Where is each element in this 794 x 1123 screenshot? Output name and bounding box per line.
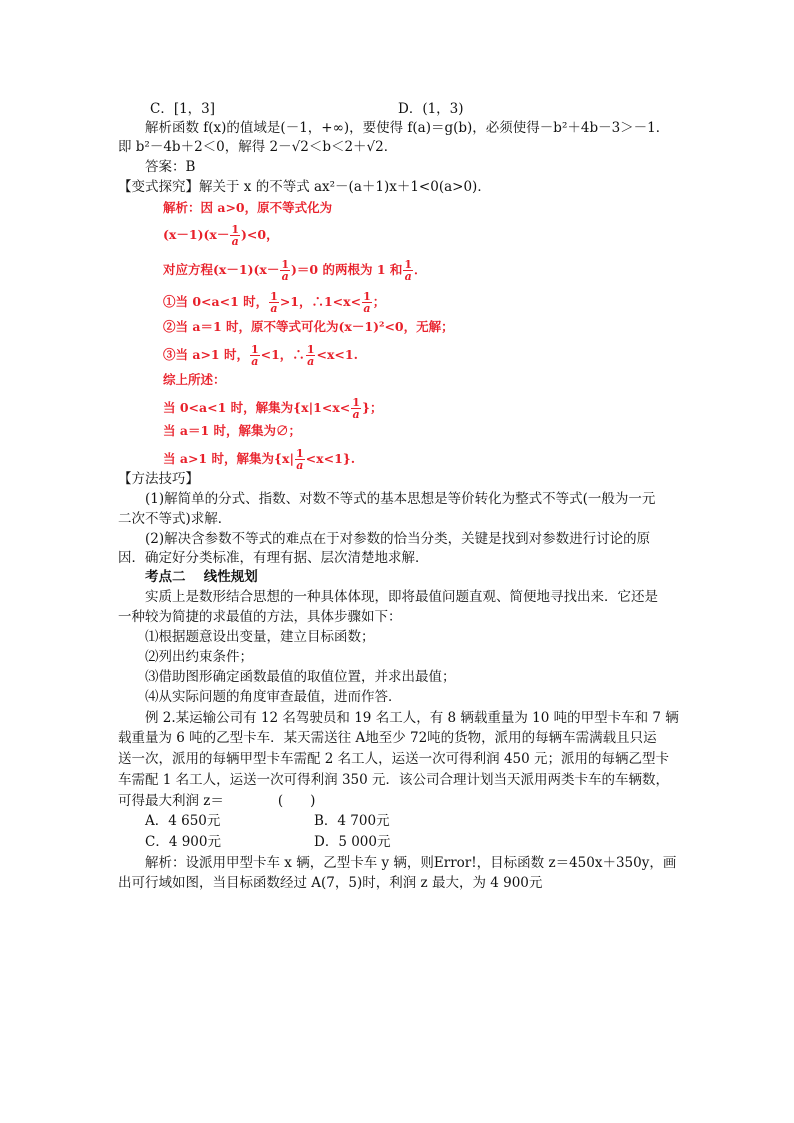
red-solution-case-1: ①当 0<a<1 时， $\frac{1}{a}$ >1，∴1<x< $\frac{1}{a}$ ；: [163, 290, 386, 315]
red-summary: 综上所述：: [163, 372, 226, 387]
example-2-line-1: 例 2.某运输公司有 12 名驾驶员和 19 名工人，有 8 辆载重量为 10 吨的甲型卡车和 7 辆: [145, 710, 679, 726]
method-tip-1: (1)解简单的分式、指数、对数不等式的基本思想是等价转化为整式不等式(一般为一元: [145, 491, 656, 507]
example-2-solution-1: 解析：设派用甲型卡车 x 辆，乙型卡车 y 辆，则Error!，目标函数 z＝450x＋350y，画: [145, 855, 677, 871]
method-tips-heading: 【方法技巧】: [118, 471, 199, 487]
example-2-line-4: 车需配 1 名工人，运送一次可得利润 350 元．该公司合理计划当天派用两类卡车的车辆数，: [118, 772, 670, 788]
method-tip-2-cont: 因．确定好分类标准，有理有据、层次清楚地求解．: [118, 550, 429, 566]
example-2-option-d: D．5 000元: [314, 834, 391, 850]
step-2: ⑵列出约束条件；: [145, 649, 253, 665]
solution-line-2: 即 b²－4b＋2＜0，解得 2－√2＜b＜2＋√2．: [118, 139, 398, 155]
example-2-option-a: A．4 650元: [145, 813, 221, 829]
red-solution-case-3: ③当 a>1 时， $\frac{1}{a}$ <1，∴ $\frac{1}{a}$ <x<1.: [163, 343, 358, 368]
topic-intro-2: 一种较为简捷的求最值的方法，具体步骤如下：: [118, 609, 402, 625]
step-1: ⑴根据题意设出变量，建立目标函数；: [145, 629, 375, 645]
red-summary-2: 当 a＝1 时，解集为∅；: [163, 423, 302, 438]
step-3: ⑶借助图形确定函数最值的取值位置，并求出最值；: [145, 669, 456, 685]
example-2-line-3: 送一次，派用的每辆甲型卡车需配 2 名工人，运送一次可得利润 450 元；派用的每辆乙型卡: [118, 751, 670, 767]
example-2-solution-2: 出可行域如图，当目标函数经过 A(7，5)时，利润 z 最大，为 4 900元: [118, 875, 543, 891]
option-d: D．(1，3): [398, 101, 464, 117]
red-solution-case-2: ②当 a＝1 时，原不等式可化为(x－1)²<0，无解；: [163, 319, 454, 334]
method-tip-2: (2)解决含参数不等式的难点在于对参数的恰当分类，关键是找到对参数进行讨论的原: [145, 531, 651, 547]
red-summary-1: 当 0<a<1 时，解集为{x|1<x< $\frac{1}{a}$ }；: [163, 396, 383, 421]
option-c: C．[1，3]: [150, 101, 216, 117]
variant-question: 【变式探究】解关于 x 的不等式 ax²－(a＋1)x＋1<0(a>0)．: [118, 179, 491, 195]
example-2-option-c: C．4 900元: [145, 834, 221, 850]
step-4: ⑷从实际问题的角度审查最值，进而作答．: [145, 689, 402, 705]
answer-line: 答案：B: [145, 159, 196, 175]
red-solution-3: 对应方程(x－1)(x－ $\frac{1}{a}$ )＝0 的两根为 1 和 $\frac{1}{a}$ ．: [163, 258, 427, 283]
example-2-line-5: 可得最大利润 z＝ ( ): [118, 793, 316, 809]
method-tip-1-cont: 二次不等式)求解．: [118, 511, 232, 527]
solution-line-1: 解析函数 f(x)的值域是(－1，+∞)，要使得 f(a)＝g(b)，必须使得－b²＋4b－3＞－1．: [145, 120, 670, 136]
example-2-line-2: 载重量为 6 吨的乙型卡车．某天需送往 A地至少 72吨的货物，派用的每辆车需满载且只运: [118, 730, 657, 746]
example-2-option-b: B．4 700元: [314, 813, 390, 829]
red-solution-1: 解析：因 a>0，原不等式化为: [163, 200, 333, 215]
topic-two-heading: 考点二 线性规划: [145, 569, 258, 585]
topic-intro-1: 实质上是数形结合思想的一种具体体现，即将最值问题直观、简便地寻找出来．它还是: [145, 589, 658, 605]
red-summary-3: 当 a>1 时，解集为{x| $\frac{1}{a}$ <x<1}.: [163, 447, 356, 472]
red-solution-2: (x－1)(x－ $\frac{1}{a}$ )<0，: [163, 223, 279, 248]
